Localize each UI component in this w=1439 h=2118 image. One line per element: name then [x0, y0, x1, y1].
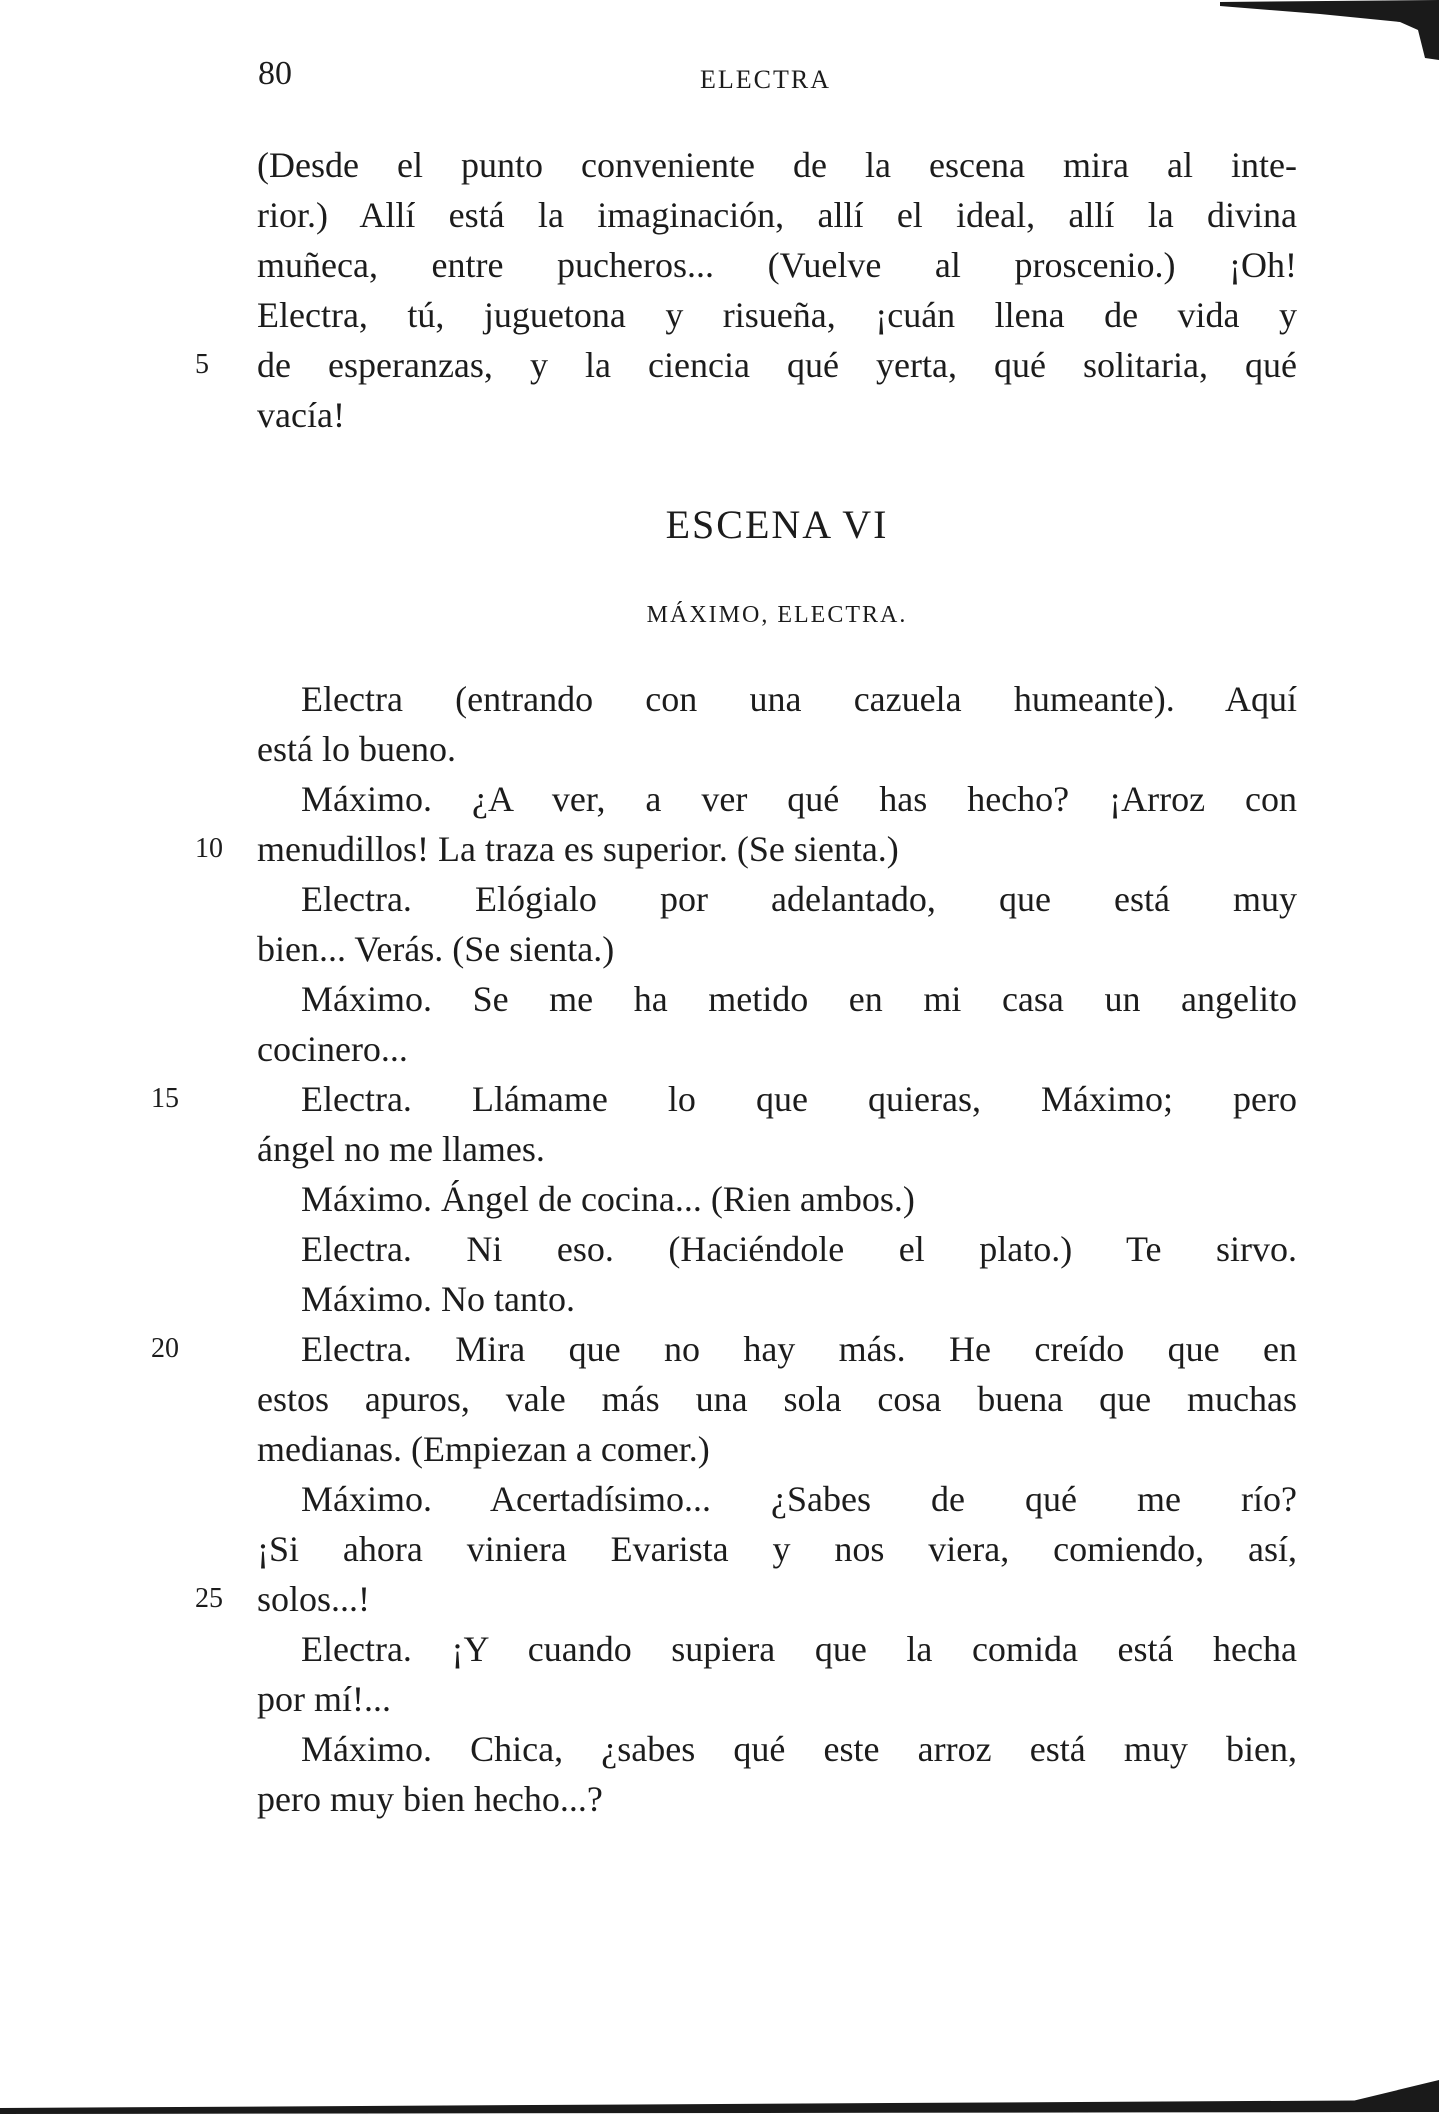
dialogue-line: cocinero...: [257, 1029, 408, 1069]
scan-edge-mark-top: [1200, 0, 1439, 60]
scene-characters: MÁXIMO, ELECTRA.: [646, 602, 908, 628]
dialogue-line: Máximo. Chica, ¿sabes qué este arroz está muy bien,: [301, 1729, 1297, 1769]
stage-paragraph: [195, 140, 1297, 440]
page-body: [151, 140, 1297, 1824]
scene-title: ESCENA VI: [665, 502, 889, 547]
dialogue-line: Máximo. Ángel de cocina... (Rien ambos.): [301, 1179, 915, 1219]
dialogue-line: está lo bueno.: [257, 729, 456, 769]
page-number: 80: [258, 55, 292, 92]
dialogue-line: Electra. Ni eso. (Haciéndole el plato.) Te sirvo.: [301, 1229, 1297, 1269]
dialogue-line: estos apuros, vale más una sola cosa buena que muchas: [257, 1379, 1297, 1419]
dialogue-line: ¡Si ahora viniera Evarista y nos viera, comiendo, así,: [257, 1529, 1297, 1569]
dialogue-line: Máximo. Acertadísimo... ¿Sabes de qué me río?: [301, 1479, 1297, 1519]
dialogue: [151, 674, 1297, 1824]
scan-edge-mark-bottom: [0, 2060, 1439, 2118]
text-line: 5 de esperanzas, y la ciencia qué yerta, qué solitaria, qué: [257, 340, 1297, 390]
line-number: 25: [195, 1583, 223, 1614]
dialogue-line: 20 Electra. Mira que no hay más. He creído que en: [257, 1324, 1297, 1374]
line-number: 15: [151, 1083, 179, 1114]
line-number: 20: [151, 1333, 179, 1364]
line-number: 5: [195, 349, 209, 380]
text-line: muñeca, entre pucheros... (Vuelve al proscenio.) ¡Oh!: [257, 245, 1297, 285]
dialogue-line: 10 menudillos! La traza es superior. (Se sienta.): [257, 824, 1297, 874]
text-line: Electra, tú, juguetona y risueña, ¡cuán llena de vida y: [257, 295, 1297, 335]
dialogue-line: Máximo. Se me ha metido en mi casa un angelito: [301, 979, 1297, 1019]
dialogue-line: medianas. (Empiezan a comer.): [257, 1429, 710, 1469]
dialogue-line: 15 Electra. Llámame lo que quieras, Máximo; pero: [257, 1074, 1297, 1124]
dialogue-line: Máximo. ¿A ver, a ver qué has hecho? ¡Arroz con: [301, 779, 1297, 819]
dialogue-line: Electra. Elógialo por adelantado, que está muy: [301, 879, 1297, 919]
page-header: [0, 55, 1439, 115]
text-line: rior.) Allí está la imaginación, allí el ideal, allí la divina: [257, 195, 1297, 235]
dialogue-line: Electra. ¡Y cuando supiera que la comida está hecha: [301, 1629, 1297, 1669]
running-head: ELECTRA: [700, 65, 831, 94]
dialogue-line: ángel no me llames.: [257, 1129, 545, 1169]
dialogue-line: Máximo. No tanto.: [301, 1279, 575, 1319]
dialogue-line: 25 solos...!: [257, 1574, 1297, 1624]
dialogue-line: pero muy bien hecho...?: [257, 1779, 603, 1819]
line-number: 10: [195, 833, 223, 864]
text-line: (Desde el punto conveniente de la escena mira al inte-: [257, 145, 1297, 185]
text-line: vacía!: [257, 395, 345, 435]
dialogue-line: Electra (entrando con una cazuela humeante). Aquí: [301, 679, 1297, 719]
dialogue-line: bien... Verás. (Se sienta.): [257, 929, 615, 969]
dialogue-line: por mí!...: [257, 1679, 391, 1719]
